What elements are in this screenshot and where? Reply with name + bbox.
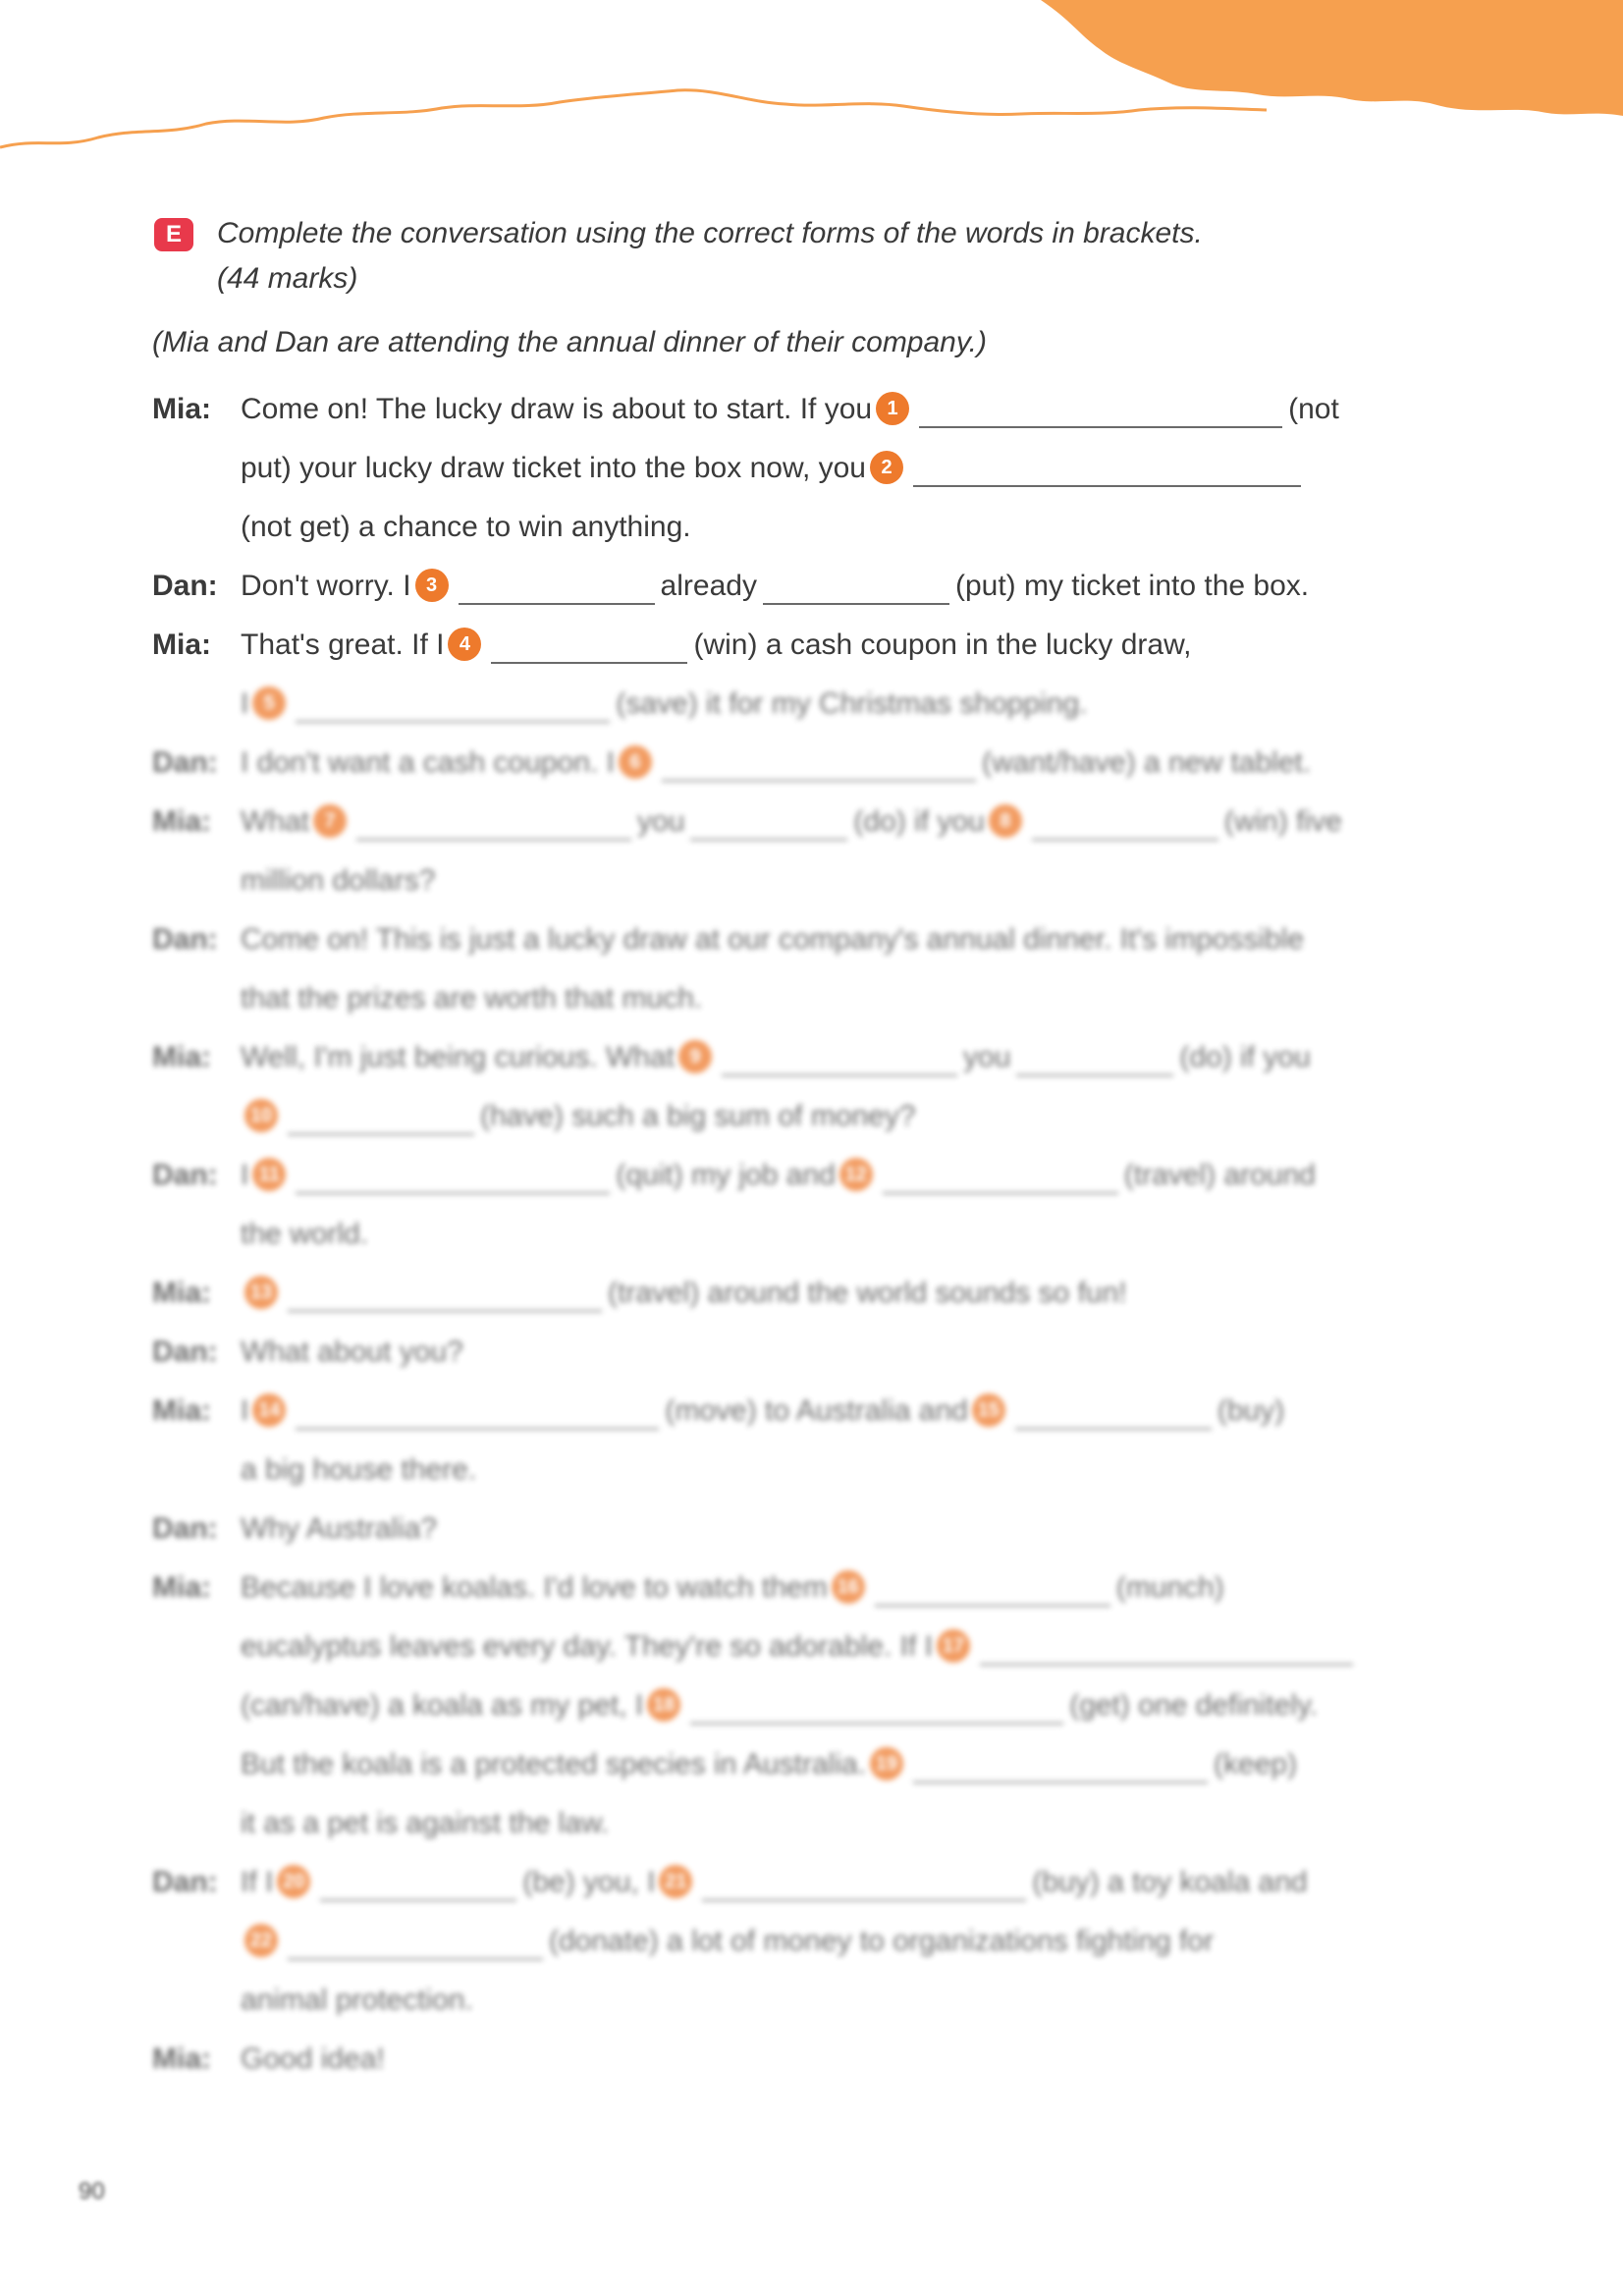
- answer-blank[interactable]: [690, 805, 847, 841]
- exercise-label-badge: E: [154, 218, 193, 251]
- dialogue-line: [152, 1323, 1478, 1382]
- line-text: If I 20 (be) you, I 21 (buy) a toy koala and: [241, 1853, 1308, 1912]
- speaker-label: Mia:: [152, 393, 211, 425]
- line-text: Well, I'm just being curious. What 9 you (do) if you: [241, 1028, 1311, 1087]
- exercise-e: [152, 211, 1478, 2089]
- line-text: Because I love koalas. I'd love to watch them 16 (munch): [241, 1558, 1224, 1617]
- speaker-label: Dan:: [152, 1159, 218, 1191]
- dialogue-line: [152, 793, 1478, 851]
- dialogue-line: [152, 1794, 1478, 1853]
- line-text: I 11 (quit) my job and 12 (travel) around: [241, 1146, 1316, 1205]
- exercise-heading: [152, 211, 1478, 301]
- dialogue-line: [152, 1205, 1478, 1264]
- line-text: That's great. If I 4 (win) a cash coupon in the lucky draw,: [241, 616, 1191, 675]
- line-text: million dollars?: [241, 864, 436, 897]
- answer-blank[interactable]: [722, 1041, 957, 1076]
- line-text: eucalyptus leaves every day. They're so adorable. If I 17: [241, 1617, 1359, 1676]
- speaker-label: Mia:: [152, 1041, 211, 1073]
- speaker-label: Mia:: [152, 805, 211, 838]
- question-number-badge: 6: [619, 745, 652, 779]
- line-text: animal protection.: [241, 1984, 473, 2016]
- line-text: put) your lucky draw ticket into the box now, you 2: [241, 439, 1307, 498]
- dialogue-line: [152, 557, 1478, 616]
- answer-blank[interactable]: [296, 1394, 659, 1430]
- question-number-badge: 2: [870, 451, 903, 484]
- question-number-badge: 12: [839, 1158, 873, 1191]
- dialogue-line: [152, 2030, 1478, 2089]
- dialogue-line: [152, 1087, 1478, 1146]
- answer-blank[interactable]: [1016, 1041, 1173, 1076]
- question-number-badge: 17: [937, 1629, 970, 1663]
- question-number-badge: 8: [989, 804, 1022, 838]
- line-text: Come on! The lucky draw is about to start. If you 1 (not: [241, 380, 1339, 439]
- speaker-label: Dan:: [152, 746, 218, 779]
- dialogue-line: [152, 969, 1478, 1028]
- line-text: Why Australia?: [241, 1512, 438, 1545]
- dialogue-line: [152, 851, 1478, 910]
- question-number-badge: 5: [252, 686, 286, 720]
- dialogue-line: [152, 1441, 1478, 1500]
- line-text: the world.: [241, 1218, 369, 1250]
- question-number-badge: 13: [244, 1276, 278, 1309]
- line-text: I 5 (save) it for my Christmas shopping.: [241, 675, 1088, 734]
- line-text: I 14 (move) to Australia and 15 (buy): [241, 1382, 1284, 1441]
- question-number-badge: 1: [876, 392, 909, 425]
- speaker-label: Dan:: [152, 1336, 218, 1368]
- line-text: (not get) a chance to win anything.: [241, 511, 691, 543]
- dialogue-line: [152, 380, 1478, 439]
- line-text: But the koala is a protected species in Australia. 19 (keep): [241, 1735, 1297, 1794]
- answer-blank[interactable]: [320, 1866, 516, 1901]
- dialogue-line: [152, 1912, 1478, 1971]
- speaker-label: Mia:: [152, 1277, 211, 1309]
- line-text: 10 (have) such a big sum of money?: [241, 1087, 916, 1146]
- dialogue-line: [152, 675, 1478, 734]
- speaker-label: Mia:: [152, 2043, 211, 2075]
- line-text: Good idea!: [241, 2043, 385, 2075]
- question-number-badge: 10: [244, 1099, 278, 1132]
- speaker-label: Dan:: [152, 570, 218, 602]
- dialogue-line: [152, 1264, 1478, 1323]
- dialogue-line: [152, 910, 1478, 969]
- answer-blank[interactable]: [662, 746, 976, 782]
- question-number-badge: 16: [832, 1570, 865, 1604]
- dialogue-line: [152, 439, 1478, 498]
- dialogue-line: [152, 1382, 1478, 1441]
- answer-blank[interactable]: [356, 805, 631, 841]
- dialogue-line: [152, 734, 1478, 793]
- answer-blank[interactable]: [913, 452, 1301, 487]
- dialogue-line: [152, 1028, 1478, 1087]
- answer-blank[interactable]: [702, 1866, 1026, 1901]
- line-text: Come on! This is just a lucky draw at our company's annual dinner. It's impossible: [241, 923, 1305, 956]
- question-number-badge: 4: [448, 628, 481, 661]
- answer-blank[interactable]: [459, 570, 655, 605]
- question-number-badge: 22: [244, 1924, 278, 1957]
- answer-blank[interactable]: [296, 687, 610, 723]
- question-number-badge: 7: [313, 804, 347, 838]
- answer-blank[interactable]: [875, 1571, 1110, 1607]
- dialogue-line: [152, 1735, 1478, 1794]
- question-number-badge: 14: [252, 1394, 286, 1427]
- conversation-visible: [152, 380, 1478, 675]
- answer-blank[interactable]: [913, 1748, 1208, 1783]
- question-number-badge: 15: [972, 1394, 1005, 1427]
- question-number-badge: 19: [870, 1747, 903, 1780]
- conversation-setting: (Mia and Dan are attending the annual dinner of their company.): [152, 326, 987, 358]
- answer-blank[interactable]: [491, 629, 687, 664]
- line-text: What 7 you (do) if you 8 (win) five: [241, 793, 1342, 851]
- dialogue-line: [152, 1617, 1478, 1676]
- question-number-badge: 3: [415, 569, 449, 602]
- line-text: I don't want a cash coupon. I 6 (want/have) a new tablet.: [241, 734, 1311, 793]
- answer-blank[interactable]: [690, 1689, 1063, 1724]
- dialogue-line: [152, 1558, 1478, 1617]
- line-text: Don't worry. I 3 already (put) my ticket into the box.: [241, 557, 1309, 616]
- line-text: a big house there.: [241, 1453, 477, 1486]
- answer-blank[interactable]: [288, 1925, 543, 1960]
- dialogue-line: [152, 616, 1478, 675]
- speaker-label: Mia:: [152, 629, 211, 661]
- answer-blank[interactable]: [919, 393, 1282, 428]
- speaker-label: Mia:: [152, 1571, 211, 1604]
- dialogue-line: [152, 1500, 1478, 1558]
- line-text: 13 (travel) around the world sounds so fun!: [241, 1264, 1127, 1323]
- speaker-label: Dan:: [152, 923, 218, 956]
- answer-blank[interactable]: [288, 1100, 474, 1135]
- answer-blank[interactable]: [296, 1159, 610, 1194]
- dialogue-line: [152, 498, 1478, 557]
- speaker-label: Mia:: [152, 1394, 211, 1427]
- conversation-blurred: [152, 675, 1478, 2089]
- question-number-badge: 18: [647, 1688, 680, 1722]
- question-number-badge: 20: [277, 1865, 310, 1898]
- line-text: that the prizes are worth that much.: [241, 982, 703, 1014]
- page-number: 90: [79, 2178, 105, 2205]
- answer-blank[interactable]: [1032, 805, 1218, 841]
- dialogue-line: [152, 1146, 1478, 1205]
- line-text: 22 (donate) a lot of money to organizations fighting for: [241, 1912, 1214, 1971]
- exercise-instruction: Complete the conversation using the correct forms of the words in brackets.: [217, 217, 1203, 249]
- line-text: What about you?: [241, 1336, 463, 1368]
- orange-torn-shape: [1041, 0, 1623, 116]
- line-text: it as a pet is against the law.: [241, 1807, 610, 1839]
- answer-blank[interactable]: [1015, 1394, 1212, 1430]
- answer-blank[interactable]: [883, 1159, 1118, 1194]
- speaker-label: Dan:: [152, 1866, 218, 1898]
- dialogue-line: [152, 1971, 1478, 2030]
- question-number-badge: 11: [252, 1158, 286, 1191]
- line-text: (can/have) a koala as my pet, I 18 (get) one definitely.: [241, 1676, 1318, 1735]
- question-number-badge: 21: [659, 1865, 692, 1898]
- answer-blank[interactable]: [763, 570, 949, 605]
- torn-edge-line: [0, 90, 1267, 147]
- speaker-label: Dan:: [152, 1512, 218, 1545]
- orange-torn-paper-banner: [0, 0, 1623, 177]
- answer-blank[interactable]: [980, 1630, 1353, 1666]
- question-number-badge: 9: [678, 1040, 712, 1073]
- dialogue-line: [152, 1853, 1478, 1912]
- exercise-marks: (44 marks): [217, 262, 358, 295]
- dialogue-line: [152, 1676, 1478, 1735]
- answer-blank[interactable]: [288, 1277, 602, 1312]
